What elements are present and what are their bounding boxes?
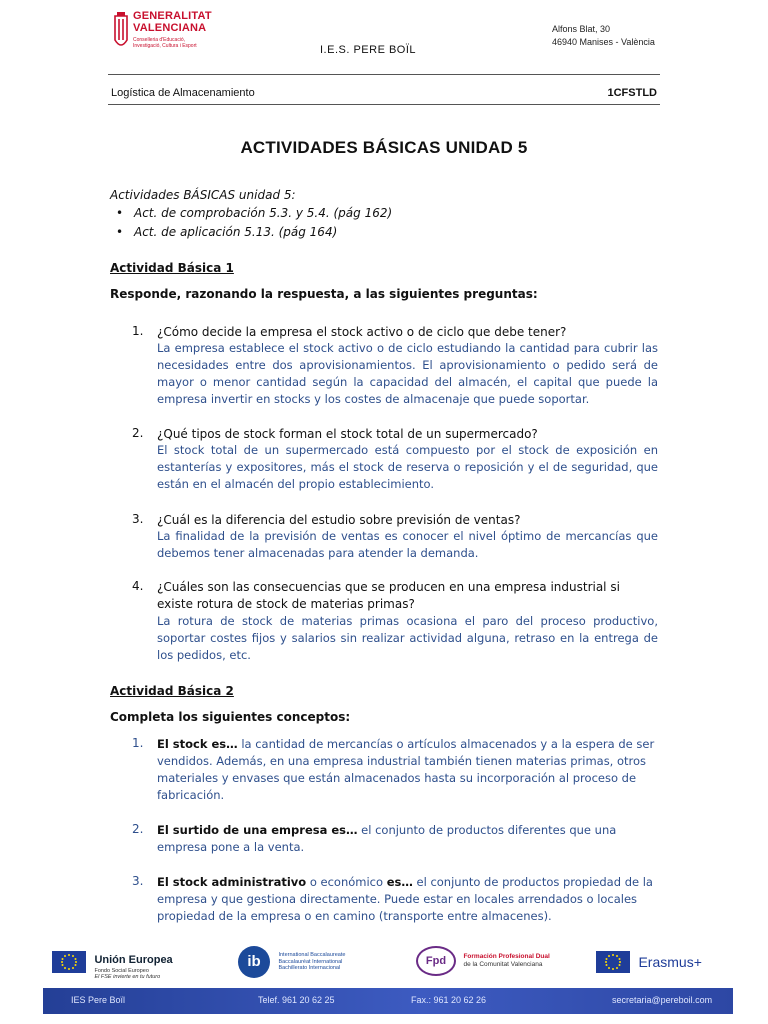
concept-text xyxy=(157,736,658,804)
question-item xyxy=(110,512,658,562)
question-item xyxy=(110,426,658,493)
concept-text xyxy=(157,874,658,925)
answer-text: El stock total de un supermercado está compuesto por el stock de exposición en estanterías y expositores, más el stock de reserva o reposición y el de seguridad, que están en el almacén del propio establecimiento. xyxy=(157,443,658,491)
eu-logo xyxy=(52,951,173,980)
course-code: 1CFSTLD xyxy=(607,87,657,99)
concept-definition: el conjunto de productos propiedad de la empresa y que gestiona directamente. Puede estar en locales arrendados o locales propiedad de la empresa o en camino (transporte entre almacenes). xyxy=(157,875,653,923)
activity2-concepts xyxy=(110,736,658,925)
ib-line-1: International Baccalaureate xyxy=(278,951,346,958)
ib-logo xyxy=(238,946,345,978)
footer-contact-bar xyxy=(43,988,733,1014)
concept-definition: la cantidad de mercancías o artículos almacenados y a la espera de ser vendidos. Además, en una empresa industrial también tienen materias primas, otros materiales y envases que están almacenados hasta su incorporación al proceso de fabricación. xyxy=(157,737,655,802)
concept-number: 1. xyxy=(132,736,144,750)
question-text: ¿Cómo decide la empresa el stock activo o de ciclo que debe tener? xyxy=(157,325,567,339)
subject-name: Logística de Almacenamiento xyxy=(111,87,255,99)
concept-label: El surtido de una empresa es… xyxy=(157,823,358,837)
footer-fax: Fax.: 961 20 62 26 xyxy=(411,995,487,1005)
intro-bullet-1: • Act. de comprobación 5.3. y 5.4. (pág 162) xyxy=(134,204,658,223)
erasmus-logo xyxy=(596,951,702,973)
activity1-lead: Responde, razonando la respuesta, a las siguientes preguntas: xyxy=(110,287,538,301)
question-text: ¿Cuáles son las consecuencias que se producen en una empresa industrial si existe rotura de stock de materias primas? xyxy=(157,580,620,611)
concept-middle: o económico xyxy=(306,875,387,889)
logo-line-3b: Investigació, Cultura i Esport xyxy=(133,43,197,49)
eu-title: Unión Europea xyxy=(94,954,173,966)
logo-line-2: VALENCIANA xyxy=(133,22,207,34)
ib-line-3: Bachillerato Internacional xyxy=(278,965,341,972)
eu-flag-icon xyxy=(52,951,86,973)
logo-text xyxy=(133,11,212,49)
concept-item xyxy=(110,822,658,856)
fpd-badge-icon: Fpd xyxy=(416,946,456,976)
question-number: 2. xyxy=(132,426,144,440)
concept-label: El stock administrativo xyxy=(157,875,307,889)
activity2-heading: Actividad Básica 2 xyxy=(110,684,234,698)
fpd-line-1: Formación Profesional Dual xyxy=(463,953,550,961)
question-number: 4. xyxy=(132,579,144,593)
coat-of-arms-icon xyxy=(113,10,129,52)
eu-subtitle: Fondo Social Europeo xyxy=(94,968,149,974)
activity1-heading: Actividad Básica 1 xyxy=(110,261,234,275)
ib-emblem-icon: ib xyxy=(238,946,270,978)
document-body xyxy=(110,186,658,925)
concept-item xyxy=(110,736,658,804)
activity1-questions xyxy=(110,324,658,664)
question-number: 1. xyxy=(132,324,144,338)
footer-phone: Telef. 961 20 62 25 xyxy=(258,995,335,1005)
fpd-logo xyxy=(416,946,550,976)
logo-line-3a: Conselleria d'Educació, xyxy=(133,37,186,43)
concept-item xyxy=(110,874,658,925)
generalitat-logo xyxy=(113,10,213,54)
fpd-line-2: de la Comunitat Valenciana xyxy=(463,961,543,968)
activity2-lead: Completa los siguientes conceptos: xyxy=(110,710,351,724)
logo-line-1: GENERALITAT xyxy=(133,10,212,22)
concept-number: 2. xyxy=(132,822,144,836)
question-text: ¿Cuál es la diferencia del estudio sobre previsión de ventas? xyxy=(157,513,521,527)
eu-slogan: El FSE invierte en tu futuro xyxy=(94,973,161,980)
concept-number: 3. xyxy=(132,874,144,888)
intro-bullet-2: • Act. de aplicación 5.13. (pág 164) xyxy=(134,223,658,242)
concept-definition: el conjunto de productos diferentes que una empresa pone a la venta. xyxy=(157,823,617,854)
question-item xyxy=(110,324,658,408)
intro-heading: Actividades BÁSICAS unidad 5: xyxy=(110,188,296,202)
concept-label-2: es… xyxy=(386,875,413,889)
subheader-divider xyxy=(108,104,660,105)
answer-text: La empresa establece el stock activo o de ciclo estudiando la cantidad para cubrir las necesidades entre dos aprovisionamientos. El aprovisionamiento o pedido será de mayor o menor cantidad según la capacidad del almacén, el capital que puede la empresa invertir en stocks y los costes de almacenaje que puede soportar. xyxy=(157,341,658,406)
fpd-text xyxy=(463,953,549,969)
concept-text xyxy=(157,822,658,856)
answer-text: La finalidad de la previsión de ventas es conocer el nivel óptimo de mercancías que debemos tener almacenadas para atender la demanda. xyxy=(157,529,658,560)
eu-flag-icon xyxy=(596,951,630,973)
school-address xyxy=(552,23,655,49)
school-name: I.E.S. PERE BOÏL xyxy=(320,44,417,56)
question-item xyxy=(110,579,658,664)
question-number: 3. xyxy=(132,512,144,526)
intro-bullets xyxy=(110,204,658,242)
footer-email: secretaria@pereboil.com xyxy=(612,995,713,1005)
eu-text xyxy=(94,951,172,980)
question-text: ¿Qué tipos de stock forman el stock total de un supermercado? xyxy=(157,427,538,441)
address-line-2: 46940 Manises - València xyxy=(552,37,655,47)
concept-label: El stock es… xyxy=(157,737,238,751)
erasmus-text: Erasmus+ xyxy=(638,954,702,970)
page-title: ACTIVIDADES BÁSICAS UNIDAD 5 xyxy=(240,138,528,157)
header-divider xyxy=(108,74,660,75)
footer-school: IES Pere Boïl xyxy=(71,995,126,1005)
ib-text xyxy=(278,952,345,973)
address-line-1: Alfons Blat, 30 xyxy=(552,24,611,34)
ib-line-2: Baccalauréat International xyxy=(278,958,343,965)
answer-text: La rotura de stock de materias primas ocasiona el paro del proceso productivo, soportar costes fijos y salarios sin realizar actividad alguna, retraso en la entrega de los pedidos, etc. xyxy=(157,614,658,662)
